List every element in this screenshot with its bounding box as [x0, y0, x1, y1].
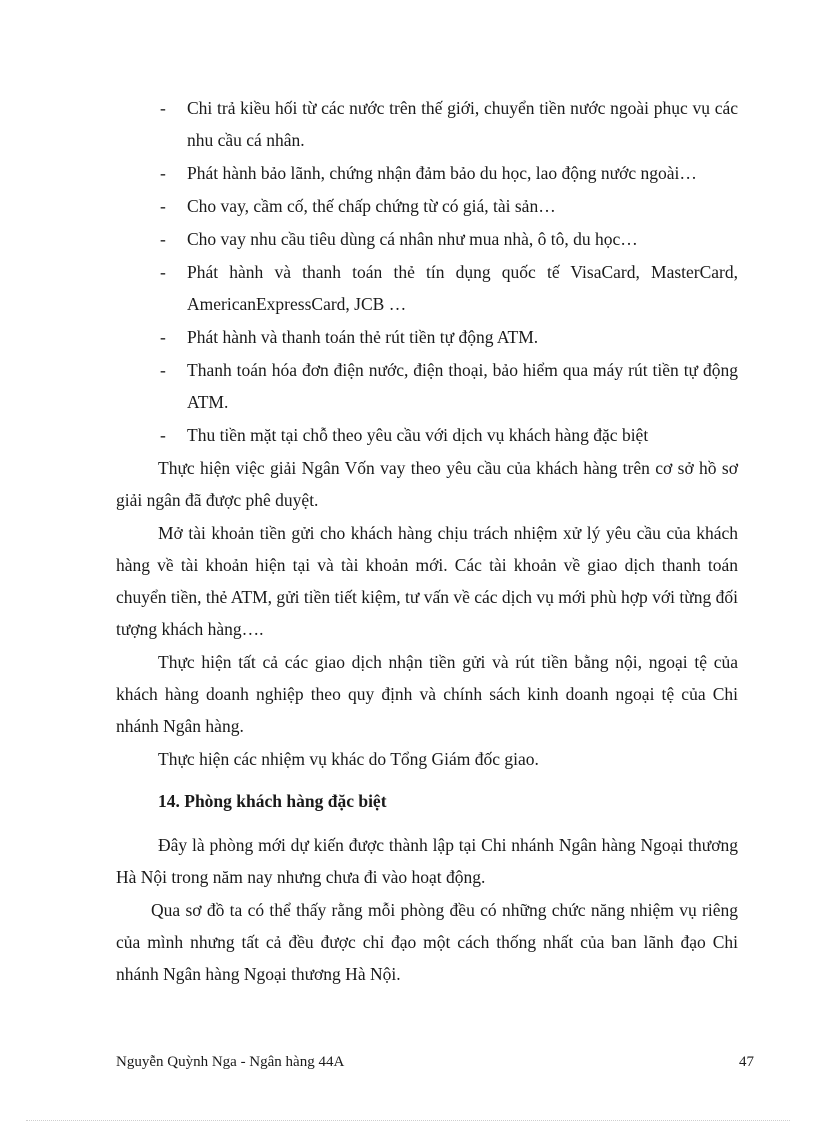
body-paragraph: Thực hiện việc giải Ngân Vốn vay theo yêu cầu của khách hàng trên cơ sở hồ sơ giải ngân đã được phê duyệt.: [116, 458, 738, 510]
bullet-item: - Phát hành và thanh toán thẻ tín dụng quốc tế VisaCard, MasterCard, AmericanExpressCard, JCB …: [116, 256, 738, 320]
bullet-item: - Thanh toán hóa đơn điện nước, điện thoại, bảo hiểm qua máy rút tiền tự động ATM.: [116, 354, 738, 418]
bullet-marker: -: [160, 196, 166, 216]
footer-divider: [26, 1120, 790, 1121]
bullet-item: - Thu tiền mặt tại chỗ theo yêu cầu với dịch vụ khách hàng đặc biệt: [116, 419, 738, 451]
page-footer: [116, 1054, 754, 1071]
section-heading: 14. Phòng khách hàng đặc biệt: [158, 791, 387, 811]
body-paragraph: Thực hiện tất cả các giao dịch nhận tiền gửi và rút tiền bằng nội, ngoại tệ của khách hàng doanh nghiệp theo quy định và chính sách kinh doanh ngoại tệ của Chi nhánh Ngân hàng.: [116, 652, 738, 736]
bullet-marker: -: [160, 163, 166, 183]
footer-author: Nguyễn Quỳnh Nga - Ngân hàng 44A: [116, 1054, 345, 1070]
bullet-item: - Cho vay nhu cầu tiêu dùng cá nhân như mua nhà, ô tô, du học…: [116, 223, 738, 255]
bullet-marker: -: [160, 360, 166, 380]
page-body: [116, 92, 738, 991]
body-paragraph: Qua sơ đồ ta có thể thấy rằng mỗi phòng đều có những chức năng nhiệm vụ riêng của mình nhưng tất cả đều được chỉ đạo một cách thống nhất của ban lãnh đạo Chi nhánh Ngân hàng Ngoại thương Hà Nội.: [116, 900, 738, 984]
body-paragraph: Mở tài khoản tiền gửi cho khách hàng chịu trách nhiệm xử lý yêu cầu của khách hàng về tài khoản hiện tại và tài khoản mới. Các tài khoản về giao dịch thanh toán chuyển tiền, thẻ ATM, gửi tiền tiết kiệm, tư vấn về các dịch vụ mới phù hợp với từng đối tượng khách hàng….: [116, 523, 738, 639]
bullet-marker: -: [160, 229, 166, 249]
body-paragraph: Thực hiện các nhiệm vụ khác do Tổng Giám đốc giao.: [158, 749, 539, 769]
bullet-marker: -: [160, 327, 166, 347]
page-number: 47: [739, 1054, 754, 1070]
body-paragraph: Đây là phòng mới dự kiến được thành lập tại Chi nhánh Ngân hàng Ngoại thương Hà Nội trong năm nay nhưng chưa đi vào hoạt động.: [116, 835, 738, 887]
bullet-item: - Cho vay, cầm cố, thế chấp chứng từ có giá, tài sản…: [116, 190, 738, 222]
bullet-item: - Phát hành và thanh toán thẻ rút tiền tự động ATM.: [116, 321, 738, 353]
bullet-marker: -: [160, 98, 166, 118]
bullet-item: - Phát hành bảo lãnh, chứng nhận đảm bảo du học, lao động nước ngoài…: [116, 157, 738, 189]
bullet-marker: -: [160, 425, 166, 445]
bullet-item: - Chi trả kiều hối từ các nước trên thế giới, chuyển tiền nước ngoài phục vụ các nhu cầu cá nhân.: [116, 92, 738, 156]
bullet-marker: -: [160, 262, 166, 282]
